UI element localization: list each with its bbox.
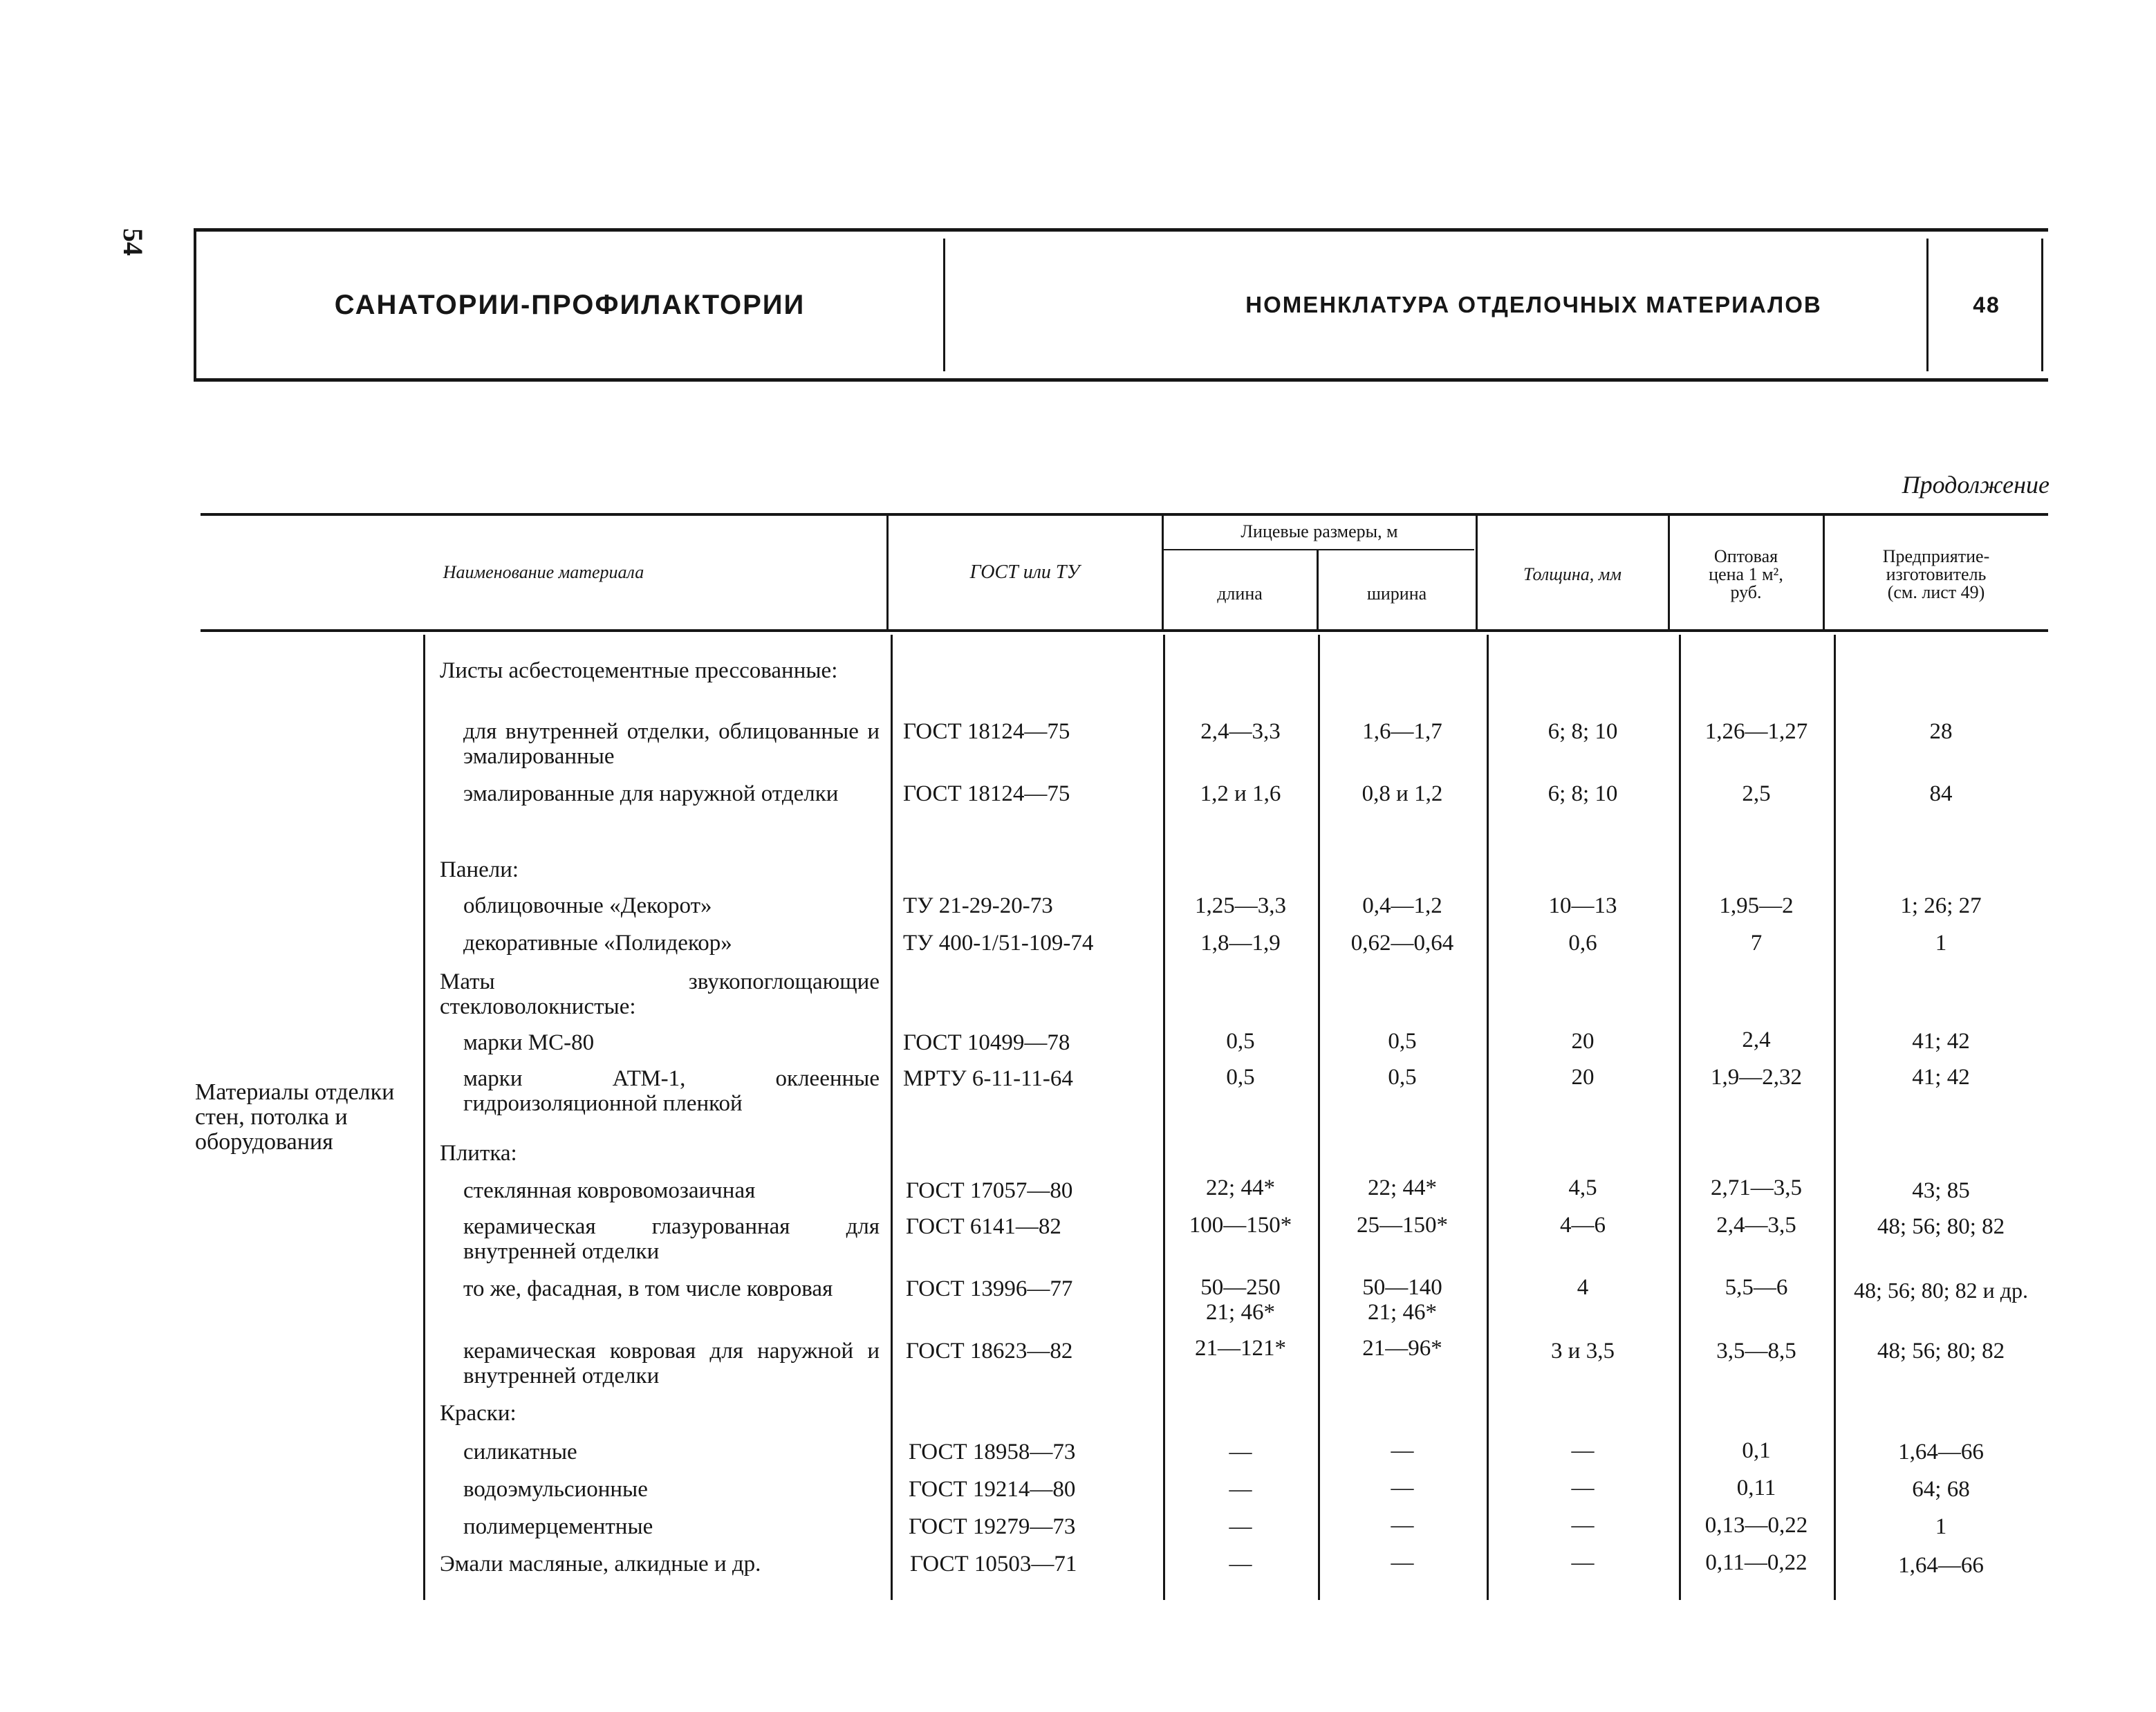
page-number: 54 <box>118 228 149 256</box>
row-2-thickness: 6; 8; 10 <box>1548 781 1618 806</box>
row-1-length: 2,4—3,3 <box>1200 719 1281 744</box>
row-13-gost: ГОСТ 18623—82 <box>906 1339 1073 1364</box>
row-5-maker: 1 <box>1935 931 1947 956</box>
row-7-length: 0,5 <box>1226 1029 1255 1054</box>
row-12-price: 5,5—6 <box>1725 1275 1788 1300</box>
row-17-thickness: — <box>1571 1513 1595 1538</box>
row-10-width: 22; 44* <box>1368 1175 1437 1200</box>
row-10-gost: ГОСТ 17057—80 <box>906 1178 1073 1203</box>
row-15-length: — <box>1229 1440 1252 1464</box>
row-12-thickness: 4 <box>1577 1275 1589 1300</box>
row-7-maker: 41; 42 <box>1912 1029 1970 1054</box>
row-13-thickness: 3 и 3,5 <box>1551 1339 1615 1364</box>
row-17-name: полимерцементные <box>463 1514 653 1539</box>
row-15-gost: ГОСТ 18958—73 <box>909 1440 1076 1464</box>
row-16-maker: 64; 68 <box>1912 1477 1970 1502</box>
table-top-rule <box>201 513 2048 516</box>
row-2-gost: ГОСТ 18124—75 <box>903 781 1070 806</box>
row-1-name: для внутренней отделки, облицованные и эмалированные <box>463 719 880 769</box>
row-12-length: 50—250 <box>1200 1275 1281 1300</box>
row-16-thickness: — <box>1571 1476 1595 1500</box>
row-16-length: — <box>1229 1477 1252 1502</box>
row-2-maker: 84 <box>1929 781 1953 806</box>
title-divider-3 <box>2041 239 2043 371</box>
row-5-length: 1,8—1,9 <box>1200 931 1281 956</box>
row-12-width: 50—140 <box>1362 1275 1442 1300</box>
row-12-length-2: 21; 46* <box>1206 1300 1275 1325</box>
row-15-maker: 1,64—66 <box>1898 1440 1984 1464</box>
row-7-name: марки МС-80 <box>463 1030 595 1055</box>
row-13-name: керамическая ковровая для наружной и внутренней отделки <box>463 1339 880 1388</box>
row-16-gost: ГОСТ 19214—80 <box>909 1477 1076 1502</box>
sheet-number: 48 <box>1973 292 2000 317</box>
row-1-gost: ГОСТ 18124—75 <box>903 719 1070 744</box>
row-2-width: 0,8 и 1,2 <box>1362 781 1443 806</box>
hdr-maker-1: Предприятие- <box>1882 546 1990 566</box>
row-15-price: 0,1 <box>1742 1438 1771 1463</box>
hdr-price-2: цена 1 м², <box>1709 564 1783 584</box>
row-7-thickness: 20 <box>1571 1029 1595 1054</box>
row-5-price: 7 <box>1750 931 1763 956</box>
row-4-maker: 1; 26; 27 <box>1900 893 1982 918</box>
row-5-thickness: 0,6 <box>1568 931 1597 956</box>
hdr-price-3: руб. <box>1730 582 1762 602</box>
row-5-name: декоративные «Полидекор» <box>463 931 732 956</box>
row-8-maker: 41; 42 <box>1912 1065 1970 1090</box>
row-4-width: 0,4—1,2 <box>1362 893 1442 918</box>
title-center: НОМЕНКЛАТУРА ОТДЕЛОЧНЫХ МАТЕРИАЛОВ <box>1245 292 1822 317</box>
row-18-width: — <box>1391 1550 1414 1575</box>
row-4-thickness: 10—13 <box>1548 893 1617 918</box>
row-15-width: — <box>1391 1438 1414 1463</box>
row-11-width: 25—150* <box>1357 1213 1448 1238</box>
row-14-name: Краски: <box>440 1401 517 1426</box>
group-label: Материалы отделки стен, потолка и оборудования <box>195 1079 395 1155</box>
row-17-length: — <box>1229 1514 1252 1539</box>
row-12-width-2: 21; 46* <box>1368 1300 1437 1325</box>
row-8-length: 0,5 <box>1226 1065 1255 1090</box>
row-18-thickness: — <box>1571 1550 1595 1575</box>
row-1-width: 1,6—1,7 <box>1362 719 1442 744</box>
row-10-name: стеклянная ковровомозаичная <box>463 1178 756 1203</box>
row-11-thickness: 4—6 <box>1560 1213 1606 1238</box>
row-2-price: 2,5 <box>1742 781 1771 806</box>
row-17-maker: 1 <box>1935 1514 1947 1539</box>
row-7-gost: ГОСТ 10499—78 <box>903 1030 1070 1055</box>
row-8-price: 1,9—2,32 <box>1711 1065 1802 1090</box>
continuation-label: Продолжение <box>1902 471 2050 499</box>
hdr-width: ширина <box>1366 584 1427 604</box>
body-vline-0 <box>423 635 425 1600</box>
row-11-gost: ГОСТ 6141—82 <box>906 1214 1061 1239</box>
row-17-gost: ГОСТ 19279—73 <box>909 1514 1076 1539</box>
hdr-length: длина <box>1217 584 1263 604</box>
hdr-name: Наименование материала <box>443 562 644 582</box>
hdr-thickness: Толщина, мм <box>1523 564 1621 584</box>
header-bottom-rule <box>201 629 2048 632</box>
row-9-name: Плитка: <box>440 1141 517 1166</box>
hdr-maker-3: (см. лист 49) <box>1887 582 1985 602</box>
row-2-name: эмалированные для наружной отделки <box>463 781 839 806</box>
face-sizes-rule <box>1163 549 1474 550</box>
hdr-gost: ГОСТ или ТУ <box>969 561 1080 583</box>
row-4-gost: ТУ 21-29-20-73 <box>903 893 1053 918</box>
row-18-name: Эмали масляные, алкидные и др. <box>440 1552 761 1576</box>
hdr-maker-2: изготовитель <box>1886 564 1987 584</box>
row-13-price: 3,5—8,5 <box>1716 1339 1796 1364</box>
row-2-length: 1,2 и 1,6 <box>1200 781 1281 806</box>
row-3-name: Панели: <box>440 857 519 882</box>
row-15-thickness: — <box>1571 1438 1595 1463</box>
row-12-maker: 48; 56; 80; 82 и др. <box>1853 1278 2029 1303</box>
row-18-maker: 1,64—66 <box>1898 1553 1984 1578</box>
row-17-price: 0,13—0,22 <box>1704 1513 1808 1538</box>
row-11-price: 2,4—3,5 <box>1716 1213 1796 1238</box>
row-10-maker: 43; 85 <box>1912 1178 1970 1203</box>
row-18-price: 0,11—0,22 <box>1705 1550 1807 1575</box>
row-8-thickness: 20 <box>1571 1065 1595 1090</box>
row-6-name: Маты звукопоглощающие стекловолокнистые: <box>440 969 880 1019</box>
hdr-face-sizes: Лицевые размеры, м <box>1240 521 1398 541</box>
row-1-thickness: 6; 8; 10 <box>1548 719 1618 744</box>
row-10-price: 2,71—3,5 <box>1711 1175 1802 1200</box>
row-18-gost: ГОСТ 10503—71 <box>910 1552 1077 1576</box>
row-10-length: 22; 44* <box>1206 1175 1275 1200</box>
row-16-width: — <box>1391 1476 1414 1500</box>
row-7-price: 2,4 <box>1742 1027 1771 1052</box>
row-11-maker: 48; 56; 80; 82 <box>1877 1214 2005 1239</box>
row-16-name: водоэмульсионные <box>463 1477 648 1502</box>
row-5-gost: ТУ 400-1/51-109-74 <box>903 931 1094 956</box>
row-4-price: 1,95—2 <box>1719 893 1794 918</box>
row-4-name: облицовочные «Декорот» <box>463 893 712 918</box>
hdr-price-1: Оптовая <box>1713 546 1778 566</box>
row-12-name: то же, фасадная, в том числе ковровая <box>463 1276 833 1301</box>
row-4-length: 1,25—3,3 <box>1195 893 1286 918</box>
row-1-maker: 28 <box>1929 719 1953 744</box>
row-11-length: 100—150* <box>1189 1213 1292 1238</box>
row-8-width: 0,5 <box>1388 1065 1417 1090</box>
row-13-maker: 48; 56; 80; 82 <box>1877 1339 2005 1364</box>
row-11-name: керамическая глазурованная для внутренней отделки <box>463 1214 880 1264</box>
row-13-width: 21—96* <box>1362 1336 1442 1361</box>
row-18-length: — <box>1229 1552 1252 1576</box>
row-5-width: 0,62—0,64 <box>1350 931 1454 956</box>
row-17-width: — <box>1391 1513 1414 1538</box>
body-vline-1 <box>891 635 893 1600</box>
row-15-name: силикатные <box>463 1440 577 1464</box>
title-divider-1 <box>943 239 945 371</box>
row-10-thickness: 4,5 <box>1568 1175 1597 1200</box>
row-12-gost: ГОСТ 13996—77 <box>906 1276 1073 1301</box>
row-8-gost: МРТУ 6-11-11-64 <box>903 1066 1073 1091</box>
row-8-name: марки АТМ-1, оклеенные гидроизоляционной пленкой <box>463 1066 880 1116</box>
title-divider-2 <box>1926 239 1929 371</box>
row-0-name: Листы асбестоцементные прессованные: <box>440 658 838 683</box>
title-block <box>194 228 2048 382</box>
row-16-price: 0,11 <box>1736 1476 1776 1500</box>
row-7-width: 0,5 <box>1388 1029 1417 1054</box>
row-13-length: 21—121* <box>1195 1336 1286 1361</box>
title-left: САНАТОРИИ-ПРОФИЛАКТОРИИ <box>334 289 806 320</box>
row-1-price: 1,26—1,27 <box>1704 719 1808 744</box>
